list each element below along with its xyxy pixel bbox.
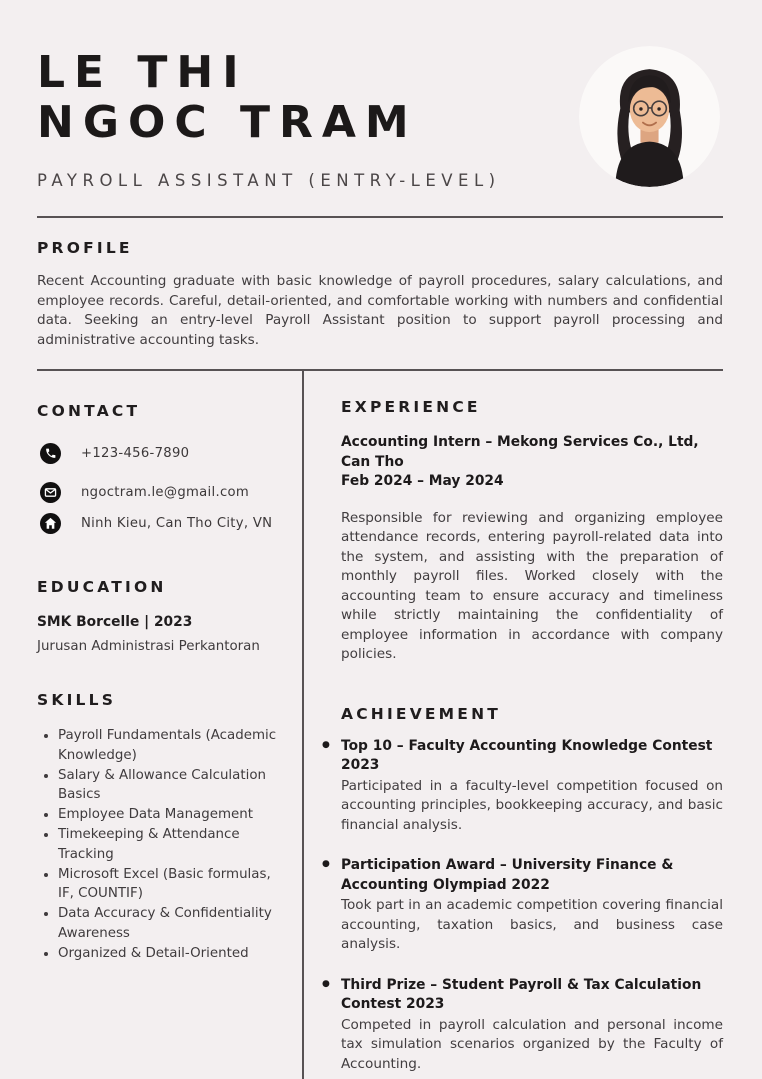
person-name: [37, 44, 501, 147]
profile-text: Recent Accounting graduate with basic knowledge of payroll procedures, salary calculations, and employee records. Careful, detail-oriented, and comfortable working with numbers and confidential data. Seeking an entry-level Payroll Assistant position to support payroll processing and administrative accounting tasks.: [37, 273, 723, 348]
contact-row-phone: [37, 443, 290, 464]
header: [37, 0, 723, 190]
right-column: [304, 371, 723, 1079]
experience-section: [341, 398, 723, 665]
achievement-item: [341, 976, 723, 1075]
contact-row-email: [37, 482, 290, 503]
skill-item: • Salary & Allowance Calculation Basics: [58, 766, 290, 805]
email-icon: [40, 482, 61, 503]
person-name-line2: NGOC TRAM: [37, 96, 418, 148]
education-school: SMK Borcelle | 2023: [37, 614, 193, 631]
contact-section: [37, 402, 290, 534]
person-name-line1: LE THI: [37, 47, 248, 98]
person-job-title: PAYROLL ASSISTANT (ENTRY-LEVEL): [37, 171, 501, 191]
skill-item: • Employee Data Management: [58, 805, 290, 825]
achievement-description: Competed in payroll calculation and personal income tax simulation scenarios organized by the Faculty of Accounting.: [341, 1016, 723, 1072]
achievement-title: ● Third Prize – Student Payroll & Tax Calculation Contest 2023: [341, 976, 702, 1013]
experience-job-dates: Feb 2024 – May 2024: [341, 473, 504, 490]
skill-item: • Payroll Fundamentals (Academic Knowledge): [58, 726, 290, 765]
experience-job: [341, 433, 723, 492]
home-icon: [40, 513, 61, 534]
skill-item: • Microsoft Excel (Basic formulas, IF, COUNTIF): [58, 865, 290, 904]
experience-job-title: Accounting Intern – Mekong Services Co., Ltd, Can Tho: [341, 434, 699, 470]
profile-section: [37, 239, 723, 350]
achievement-list: [341, 737, 723, 1075]
contact-phone: +123-456-7890: [81, 446, 190, 462]
experience-heading: EXPERIENCE: [341, 398, 481, 417]
left-column: [37, 371, 302, 1079]
header-text: [37, 44, 501, 190]
contact-heading: CONTACT: [37, 402, 141, 421]
profile-photo: [579, 46, 720, 187]
achievement-title: ● Top 10 – Faculty Accounting Knowledge Contest 2023: [341, 737, 713, 774]
contact-row-address: [37, 513, 290, 534]
education-major: Jurusan Administrasi Perkantoran: [37, 639, 260, 655]
skills-heading: SKILLS: [37, 691, 117, 710]
skill-item: • Organized & Detail-Oriented: [58, 944, 290, 964]
achievement-title: ● Participation Award – University Finance & Accounting Olympiad 2022: [341, 857, 674, 893]
portrait-illustration: [579, 46, 720, 187]
contact-address: Ninh Kieu, Can Tho City, VN: [81, 516, 273, 532]
achievement-section: [341, 705, 723, 1075]
skills-list: [37, 726, 290, 963]
education-section: [37, 578, 290, 654]
skill-item: • Timekeeping & Attendance Tracking: [58, 825, 290, 864]
skill-item: • Data Accuracy & Confidentiality Awareness: [58, 904, 290, 943]
contact-list: [37, 443, 290, 534]
skills-section: [37, 691, 290, 963]
experience-description: Responsible for reviewing and organizing employee attendance records, entering payroll-related data into the system, and assisting with the preparation of monthly payroll files. Worked closely with the accounting team to ensure accuracy and timeliness while strictly maintaining the confidentiality of employee information in accordance with company policies.: [341, 509, 723, 663]
achievement-heading: ACHIEVEMENT: [341, 704, 502, 723]
profile-heading: PROFILE: [37, 239, 133, 258]
contact-email: ngoctram.le@gmail.com: [81, 485, 250, 501]
phone-icon: [40, 443, 61, 464]
achievement-item: [341, 737, 723, 836]
achievement-description: Took part in an academic competition covering financial accounting, taxation basics, and business case analysis.: [341, 897, 723, 953]
body-columns: [37, 371, 723, 1079]
achievement-item: [341, 856, 723, 955]
education-heading: EDUCATION: [37, 578, 167, 597]
achievement-description: Participated in a faculty-level competition focused on accounting principles, bookkeeping accuracy, and basic financial analysis.: [341, 777, 723, 833]
header-divider: [37, 216, 723, 218]
